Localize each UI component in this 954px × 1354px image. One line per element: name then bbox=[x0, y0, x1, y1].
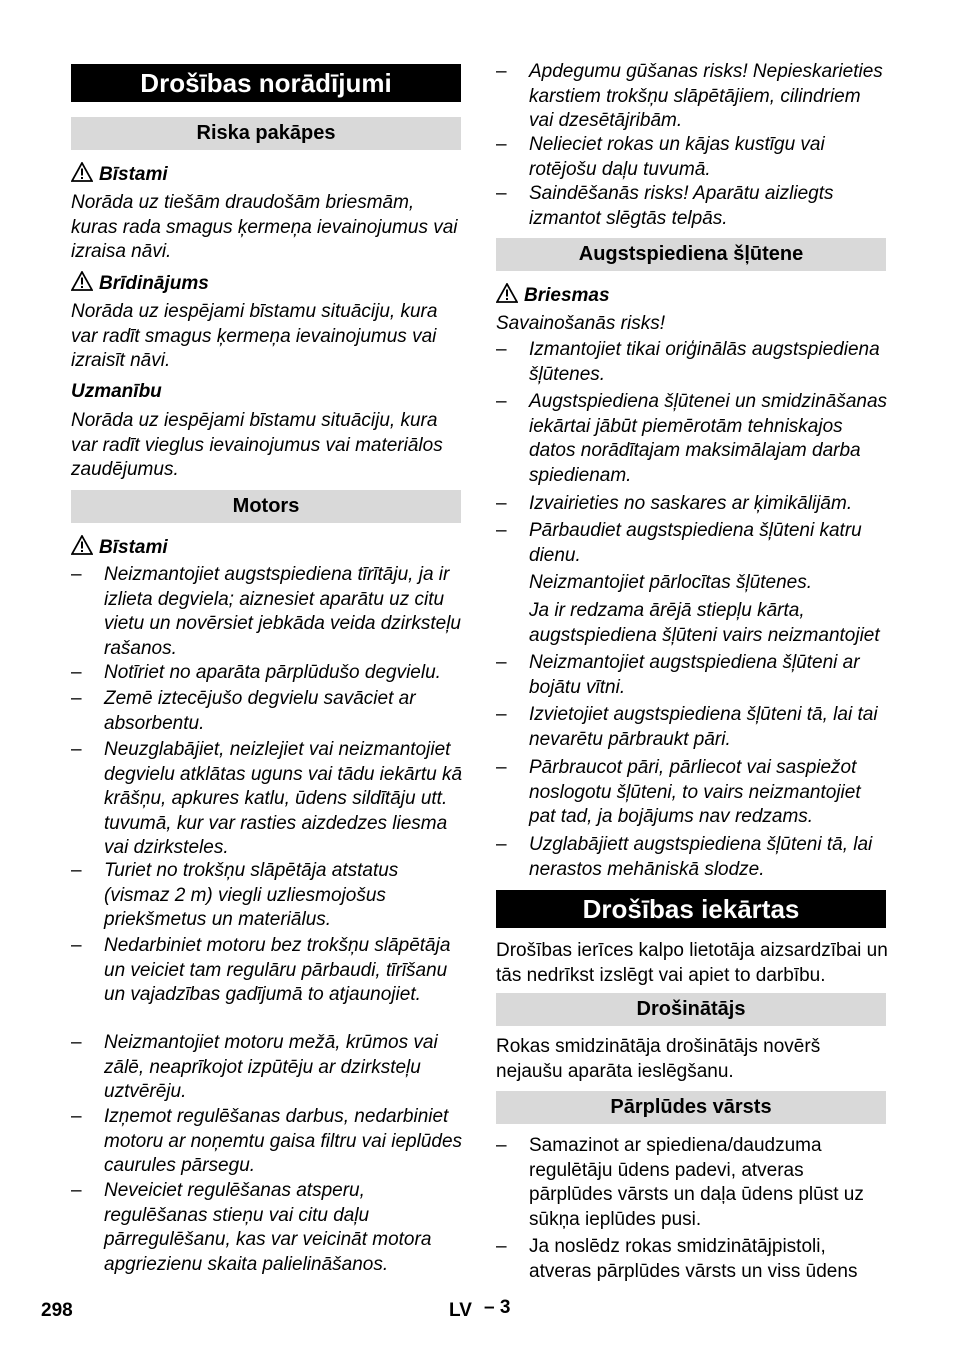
list-item: – Pārbaudiet augstspiediena šļūteni katru dienu. bbox=[496, 520, 862, 566]
caution-label: Uzmanību bbox=[71, 381, 162, 402]
warning-label-warning bbox=[71, 271, 209, 296]
list-item: – Nelieciet rokas un kājas kustīgu vai rotējošu daļu tuvumā. bbox=[496, 134, 825, 180]
warning-description: Norāda uz iespējami bīstamu situāciju, kura var radīt smagus ķermeņa ievainojumus vai izraisīt nāvi. bbox=[71, 301, 438, 371]
danger-label: Bīstami bbox=[99, 537, 168, 558]
danger-label: Bīstami bbox=[99, 164, 168, 185]
list-item: – Izvietojiet augstspiediena šļūteni tā, lai tai nevarētu pārbraukt pāri. bbox=[496, 704, 878, 750]
language-code: LV bbox=[449, 1300, 472, 1321]
warning-label-motor-danger bbox=[71, 535, 168, 560]
list-item: – Izmantojiet tikai oriģinālās augstspiediena šļūtenes. bbox=[496, 339, 880, 385]
subheading-motors: Motors bbox=[71, 490, 461, 523]
list-item: – Apdegumu gūšanas risks! Nepieskarieties karstiem trokšņu slāpētājiem, cilindriem vai dzesētājribām. bbox=[496, 61, 883, 131]
list-item: – Nedarbiniet motoru bez trokšņu slāpētāja un veiciet tam regulāru pārbaudi, tīrīšanu un vajadzības gadījumā to atjaunojiet. bbox=[71, 935, 451, 1005]
list-item: – Zemē iztecējušo degvielu savāciet ar absorbentu. bbox=[71, 688, 416, 734]
caution-description: Norāda uz iespējami bīstamu situāciju, kura var radīt vieglus ievainojumus vai materiālos zaudējumus. bbox=[71, 410, 443, 480]
list-item: – Saindēšanās risks! Aparātu aizliegts izmantot slēgtās telpās. bbox=[496, 183, 834, 229]
subheading-overflow-valve: Pārplūdes vārsts bbox=[496, 1091, 886, 1124]
page-number: 298 bbox=[41, 1300, 73, 1321]
safety-catch-text: Rokas smidzinātāja drošinātājs novērš nejaušu aparāta ieslēgšanu. bbox=[496, 1036, 821, 1082]
subheading-risk-levels: Riska pakāpes bbox=[71, 117, 461, 150]
section-title-safety-instructions: Drošības norādījumi bbox=[71, 64, 461, 102]
list-item: – Neuzglabājiet, neizlejiet vai neizmantojiet degvielu atklātas uguns vai tādu iekārtu kā krāšņu, apkures katlu, ūdens sildītāju utt. tuvumā, kur var rasties aizdedzes liesma vai dzirksteles. bbox=[71, 739, 463, 858]
list-item: – Augstspiediena šļūtenei un smidzināšanas iekārtai jābūt piemērotām tehniskajos datos norādītajam maksimālajam darba spiedienam. bbox=[496, 391, 888, 486]
list-item: – Turiet no trokšņu slāpētāja atstatus (vismaz 2 m) viegli uzliesmojošus priekšmetus un materiālus. bbox=[71, 860, 399, 930]
warning-triangle-icon bbox=[71, 535, 93, 555]
sub-page-number: – 3 bbox=[484, 1297, 511, 1318]
warning-label-danger bbox=[71, 162, 168, 187]
danger-description: Norāda uz tiešām draudošām briesmām, kuras rada smagus ķermeņa ievainojumus vai izraisa nāvi. bbox=[71, 192, 458, 262]
list-item: – Neveiciet regulēšanas atsperu, regulēšanas stieņu vai citu daļu pārregulēšanu, kas var veicināt motora apgriezienu skaita palielināšanos. bbox=[71, 1180, 432, 1275]
list-item: – Neizmantojiet augstspiediena tīrītāju, ja ir izlieta degviela; aiznesiet aparātu uz citu vietu un novērsiet jebkāda veida dzirksteļu rašanos. bbox=[71, 564, 461, 659]
subheading-safety-catch: Drošinātājs bbox=[496, 993, 886, 1026]
list-item-continuation: Neizmantojiet pārlocītas šļūtenes. bbox=[529, 572, 813, 593]
list-item: – Samazinot ar spiediena/daudzuma regulētāju ūdens padevi, atveras pārplūdes vārsts un daļa ūdens plūst uz sūkņa ieplūdes pusi. bbox=[496, 1135, 864, 1230]
list-item: – Izvairieties no saskares ar ķimikālijām. bbox=[496, 493, 853, 514]
warning-triangle-icon bbox=[71, 162, 93, 182]
list-item: – Neizmantojiet motoru mežā, krūmos vai zālē, neaprīkojot izpūtēju ar dzirksteļu uztvērēju. bbox=[71, 1032, 438, 1102]
list-item: – Neizmantojiet augstspiediena šļūteni ar bojātu vītni. bbox=[496, 652, 860, 698]
injury-risk-text: Savainošanās risks! bbox=[496, 313, 665, 334]
warning-label-hazard bbox=[496, 283, 610, 308]
subheading-high-pressure-hose: Augstspiediena šļūtene bbox=[496, 238, 886, 271]
warning-label: Brīdinājums bbox=[99, 273, 209, 294]
section-title-safety-devices: Drošības iekārtas bbox=[496, 890, 886, 928]
list-item-continuation: Ja ir redzama ārējā stiepļu kārta, augstspiediena šļūteni vairs neizmantojiet bbox=[529, 600, 880, 646]
list-item: – Ja noslēdz rokas smidzinātājpistoli, atveras pārplūdes vārsts un viss ūdens bbox=[496, 1236, 858, 1282]
warning-triangle-icon bbox=[71, 271, 93, 291]
list-item: – Izņemot regulēšanas darbus, nedarbiniet motoru ar noņemtu gaisa filtru vai ieplūdes caurules pārsegu. bbox=[71, 1106, 463, 1176]
warning-triangle-icon bbox=[496, 283, 518, 303]
list-item: – Uzglabājiett augstspiediena šļūteni tā, lai nerastos mehāniskā slodze. bbox=[496, 834, 873, 880]
list-item: – Pārbraucot pāri, pārliecot vai saspiežot noslogotu šļūteni, to vairs neizmantojiet pat tad, ja bojājums nav redzams. bbox=[496, 757, 861, 827]
safety-devices-text: Drošības ierīces kalpo lietotāja aizsardzībai un tās nedrīkst izslēgt vai apiet to darbību. bbox=[496, 940, 888, 986]
hazard-label: Briesmas bbox=[524, 285, 610, 306]
list-item: – Notīriet no aparāta pārplūdušo degvielu. bbox=[71, 662, 441, 683]
